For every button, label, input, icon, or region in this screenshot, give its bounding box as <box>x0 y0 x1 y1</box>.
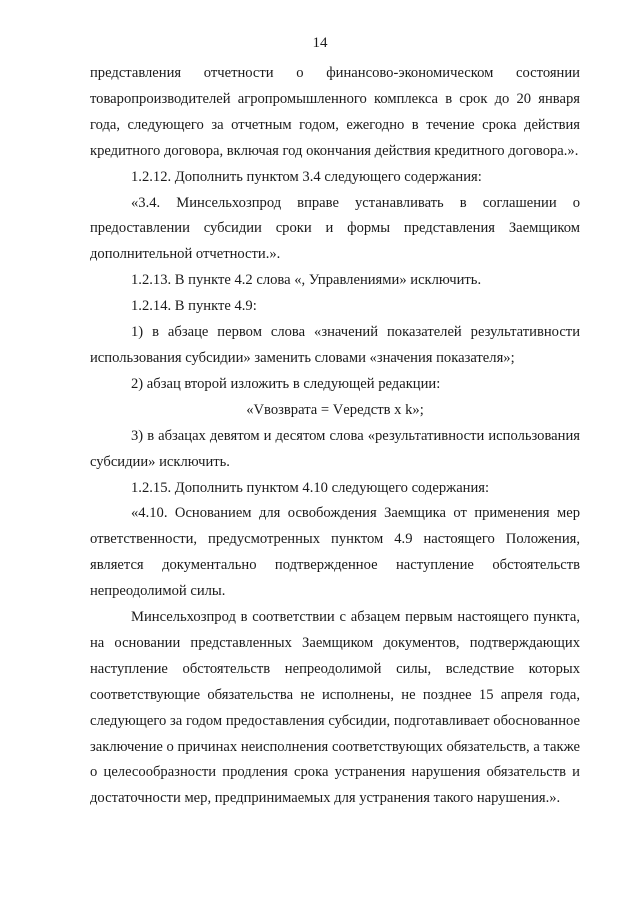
paragraph-1-2-12: 1.2.12. Дополнить пунктом 3.4 следующего содержания: <box>131 168 482 185</box>
paragraph-1-2-15: 1.2.15. Дополнить пунктом 4.10 следующего содержания: <box>131 479 490 496</box>
paragraph-4-10-quote: «4.10. Основанием для освобождения Заемщика от применения мер ответственности, предусмотренных пунктом 4.9 настоящего Положения, является документально подтвержденное наступление обстоятельств непреодолимой силы. <box>90 505 580 600</box>
formula: «Vвозврата = Vередств x k»; <box>246 401 424 418</box>
paragraph-ministry-conclusion: Минсельхозпрод в соответствии с абзацем первым настоящего пункта, на основании представленных Заемщиком документов, подтверждающих наступление обстоятельств непреодолимой силы, вследствие которых соответствующие обязательства не исполнены, не позднее 15 апреля года, следующего за годом предоставления субсидии, подготавливает обоснованное заключение о причинах неисполнения соответствующих обязательств, а также о целесообразности продления срока устранения нарушения обязательств и достаточности мер, предпринимаемых для устранения такого нарушения.». <box>90 609 580 807</box>
paragraph-3-4-quote: «3.4. Минсельхозпрод вправе устанавливать в соглашении о предоставлении субсидии сроки и формы представления Заемщиком дополнительной отчетности.». <box>90 194 580 263</box>
paragraph-item-1: 1) в абзаце первом слова «значений показателей результативности использования субсидии» заменить словами «значения показателя»; <box>90 324 580 366</box>
page-number: 14 <box>312 35 328 51</box>
paragraph-reporting-continuation: представления отчетности о финансово-экономическом состоянии товаропроизводителей агропромышленного комплекса в срок до 20 января года, следующего за отчетным годом, ежегодно в течение срока действия кредитного договора, включая год окончания действия кредитного договора.». <box>90 65 580 159</box>
paragraph-item-3: 3) в абзацах девятом и десятом слова «результативности использования субсидии» исключить. <box>90 427 580 470</box>
paragraph-item-2: 2) абзац второй изложить в следующей редакции: <box>131 375 441 392</box>
paragraph-1-2-14: 1.2.14. В пункте 4.9: <box>131 298 257 315</box>
document-body <box>90 61 580 812</box>
paragraph-1-2-13: 1.2.13. В пункте 4.2 слова «, Управлениями» исключить. <box>131 272 482 289</box>
